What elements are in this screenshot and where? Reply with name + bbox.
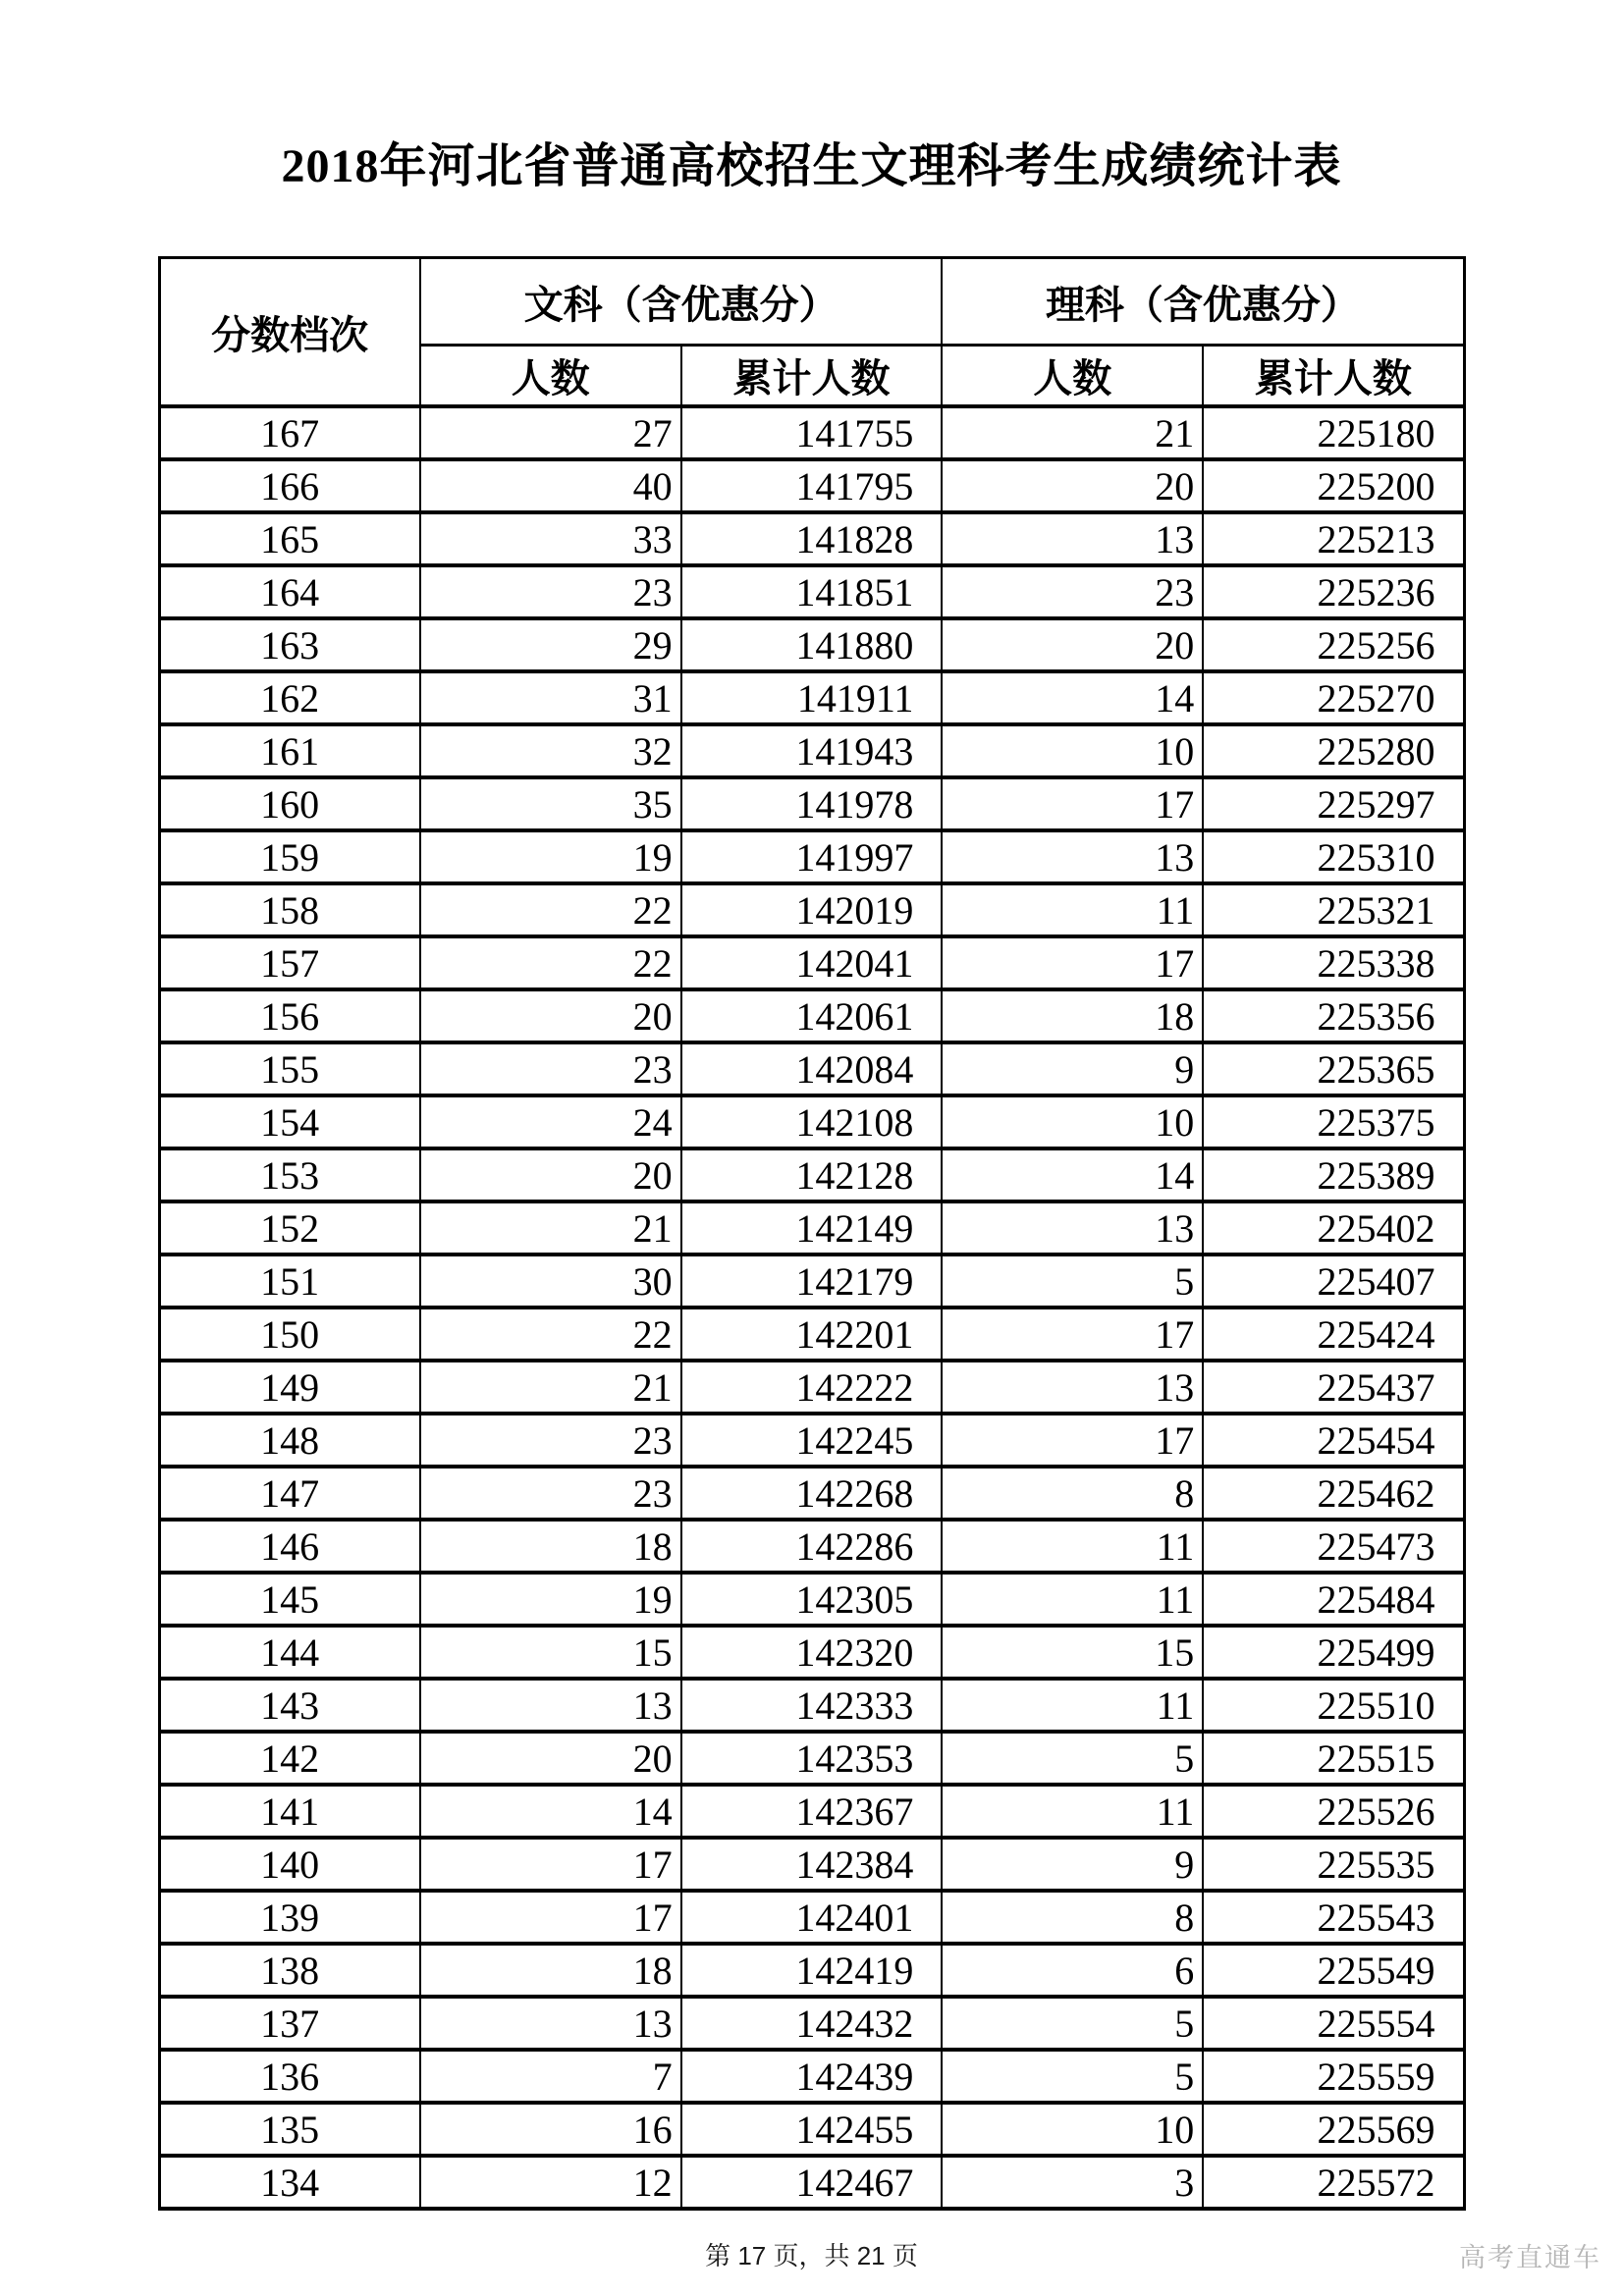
- score-level-cell: 154: [159, 1095, 420, 1148]
- arts-count-cell: 17: [420, 1891, 681, 1944]
- page-number: 第 17 页，共 21 页: [705, 2241, 918, 2270]
- science-cumulative-cell: 225499: [1203, 1626, 1464, 1679]
- arts-count-cell: 33: [420, 512, 681, 565]
- arts-cumulative-cell: 141851: [681, 565, 943, 618]
- science-count-cell: 11: [942, 1785, 1203, 1838]
- score-level-cell: 153: [159, 1148, 420, 1201]
- science-cumulative-cell: 225484: [1203, 1573, 1464, 1626]
- arts-count-cell: 23: [420, 565, 681, 618]
- science-cumulative-cell: 225454: [1203, 1414, 1464, 1467]
- table-row: [159, 512, 1464, 565]
- arts-count-cell: 16: [420, 2103, 681, 2156]
- science-cumulative-cell: 225338: [1203, 936, 1464, 989]
- header-group-row: [159, 258, 1464, 346]
- arts-count-cell: 7: [420, 2050, 681, 2103]
- arts-cumulative-cell: 142455: [681, 2103, 943, 2156]
- header-science-cumulative: 累计人数: [1203, 346, 1464, 407]
- table-row: [159, 1626, 1464, 1679]
- table-row: [159, 2103, 1464, 2156]
- science-count-cell: 3: [942, 2156, 1203, 2209]
- score-level-cell: 164: [159, 565, 420, 618]
- table-row: [159, 830, 1464, 883]
- science-cumulative-cell: 225510: [1203, 1679, 1464, 1732]
- arts-cumulative-cell: 142108: [681, 1095, 943, 1148]
- header-arts-cumulative: 累计人数: [681, 346, 943, 407]
- science-cumulative-cell: 225389: [1203, 1148, 1464, 1201]
- arts-count-cell: 18: [420, 1944, 681, 1997]
- science-count-cell: 20: [942, 618, 1203, 671]
- science-cumulative-cell: 225535: [1203, 1838, 1464, 1891]
- science-count-cell: 8: [942, 1891, 1203, 1944]
- score-level-cell: 160: [159, 777, 420, 830]
- score-table: [158, 256, 1466, 2211]
- watermark: 高考直通车: [1459, 2243, 1601, 2272]
- header-score-level: 分数档次: [159, 258, 420, 407]
- arts-cumulative-cell: 142432: [681, 1997, 943, 2050]
- score-level-cell: 157: [159, 936, 420, 989]
- arts-count-cell: 23: [420, 1414, 681, 1467]
- header-science-group: 理科（含优惠分）: [942, 258, 1464, 346]
- science-count-cell: 9: [942, 1838, 1203, 1891]
- table-row: [159, 565, 1464, 618]
- score-level-cell: 141: [159, 1785, 420, 1838]
- science-count-cell: 15: [942, 1626, 1203, 1679]
- science-cumulative-cell: 225572: [1203, 2156, 1464, 2209]
- science-count-cell: 13: [942, 830, 1203, 883]
- science-count-cell: 20: [942, 459, 1203, 512]
- arts-count-cell: 23: [420, 1467, 681, 1520]
- table-row: [159, 618, 1464, 671]
- arts-count-cell: 32: [420, 724, 681, 777]
- science-count-cell: 5: [942, 1732, 1203, 1785]
- science-cumulative-cell: 225526: [1203, 1785, 1464, 1838]
- arts-count-cell: 22: [420, 936, 681, 989]
- science-count-cell: 8: [942, 1467, 1203, 1520]
- score-level-cell: 143: [159, 1679, 420, 1732]
- score-level-cell: 158: [159, 883, 420, 936]
- science-count-cell: 5: [942, 1255, 1203, 1308]
- arts-count-cell: 13: [420, 1679, 681, 1732]
- table-row: [159, 1679, 1464, 1732]
- arts-count-cell: 12: [420, 2156, 681, 2209]
- science-cumulative-cell: 225280: [1203, 724, 1464, 777]
- science-count-cell: 5: [942, 1997, 1203, 2050]
- science-count-cell: 10: [942, 1095, 1203, 1148]
- science-cumulative-cell: 225515: [1203, 1732, 1464, 1785]
- arts-count-cell: 18: [420, 1520, 681, 1573]
- arts-cumulative-cell: 142222: [681, 1361, 943, 1414]
- arts-count-cell: 23: [420, 1042, 681, 1095]
- science-count-cell: 17: [942, 777, 1203, 830]
- table-row: [159, 936, 1464, 989]
- score-level-cell: 150: [159, 1308, 420, 1361]
- science-count-cell: 17: [942, 936, 1203, 989]
- arts-cumulative-cell: 142320: [681, 1626, 943, 1679]
- table-row: [159, 777, 1464, 830]
- arts-count-cell: 17: [420, 1838, 681, 1891]
- arts-count-cell: 35: [420, 777, 681, 830]
- score-level-cell: 151: [159, 1255, 420, 1308]
- score-level-cell: 144: [159, 1626, 420, 1679]
- arts-count-cell: 22: [420, 1308, 681, 1361]
- science-cumulative-cell: 225554: [1203, 1997, 1464, 2050]
- arts-cumulative-cell: 142439: [681, 2050, 943, 2103]
- science-count-cell: 13: [942, 512, 1203, 565]
- arts-cumulative-cell: 142201: [681, 1308, 943, 1361]
- arts-count-cell: 30: [420, 1255, 681, 1308]
- science-cumulative-cell: 225543: [1203, 1891, 1464, 1944]
- arts-cumulative-cell: 141943: [681, 724, 943, 777]
- arts-count-cell: 21: [420, 1201, 681, 1255]
- arts-cumulative-cell: 142401: [681, 1891, 943, 1944]
- science-count-cell: 11: [942, 883, 1203, 936]
- score-level-cell: 134: [159, 2156, 420, 2209]
- table-row: [159, 1467, 1464, 1520]
- science-cumulative-cell: 225424: [1203, 1308, 1464, 1361]
- arts-cumulative-cell: 141880: [681, 618, 943, 671]
- science-cumulative-cell: 225473: [1203, 1520, 1464, 1573]
- science-count-cell: 13: [942, 1201, 1203, 1255]
- science-count-cell: 10: [942, 2103, 1203, 2156]
- table-row: [159, 1573, 1464, 1626]
- science-count-cell: 18: [942, 989, 1203, 1042]
- arts-cumulative-cell: 142179: [681, 1255, 943, 1308]
- science-count-cell: 14: [942, 671, 1203, 724]
- header-arts-count: 人数: [420, 346, 681, 407]
- arts-count-cell: 14: [420, 1785, 681, 1838]
- arts-count-cell: 21: [420, 1361, 681, 1414]
- table-row: [159, 1148, 1464, 1201]
- score-level-cell: 155: [159, 1042, 420, 1095]
- score-level-cell: 163: [159, 618, 420, 671]
- score-level-cell: 138: [159, 1944, 420, 1997]
- science-cumulative-cell: 225549: [1203, 1944, 1464, 1997]
- table-row: [159, 1520, 1464, 1573]
- science-cumulative-cell: 225270: [1203, 671, 1464, 724]
- science-cumulative-cell: 225356: [1203, 989, 1464, 1042]
- science-cumulative-cell: 225365: [1203, 1042, 1464, 1095]
- arts-cumulative-cell: 142353: [681, 1732, 943, 1785]
- science-cumulative-cell: 225402: [1203, 1201, 1464, 1255]
- science-cumulative-cell: 225236: [1203, 565, 1464, 618]
- table-row: [159, 2050, 1464, 2103]
- score-level-cell: 146: [159, 1520, 420, 1573]
- score-level-cell: 139: [159, 1891, 420, 1944]
- score-level-cell: 142: [159, 1732, 420, 1785]
- score-level-cell: 148: [159, 1414, 420, 1467]
- score-table-header: [159, 258, 1464, 407]
- arts-cumulative-cell: 142384: [681, 1838, 943, 1891]
- arts-count-cell: 27: [420, 406, 681, 459]
- table-row: [159, 1201, 1464, 1255]
- arts-count-cell: 20: [420, 1732, 681, 1785]
- table-row: [159, 1042, 1464, 1095]
- arts-cumulative-cell: 141978: [681, 777, 943, 830]
- arts-cumulative-cell: 142333: [681, 1679, 943, 1732]
- arts-cumulative-cell: 141755: [681, 406, 943, 459]
- arts-cumulative-cell: 142041: [681, 936, 943, 989]
- arts-cumulative-cell: 142128: [681, 1148, 943, 1201]
- science-cumulative-cell: 225213: [1203, 512, 1464, 565]
- science-count-cell: 10: [942, 724, 1203, 777]
- score-level-cell: 152: [159, 1201, 420, 1255]
- arts-count-cell: 31: [420, 671, 681, 724]
- score-level-cell: 136: [159, 2050, 420, 2103]
- science-count-cell: 9: [942, 1042, 1203, 1095]
- table-row: [159, 1732, 1464, 1785]
- table-row: [159, 2156, 1464, 2209]
- table-row: [159, 989, 1464, 1042]
- page-title: 2018年河北省普通高校招生文理科考生成绩统计表: [281, 140, 1342, 192]
- science-cumulative-cell: 225569: [1203, 2103, 1464, 2156]
- arts-cumulative-cell: 142019: [681, 883, 943, 936]
- science-count-cell: 14: [942, 1148, 1203, 1201]
- score-level-cell: 165: [159, 512, 420, 565]
- arts-cumulative-cell: 141911: [681, 671, 943, 724]
- score-level-cell: 156: [159, 989, 420, 1042]
- table-row: [159, 1095, 1464, 1148]
- arts-count-cell: 15: [420, 1626, 681, 1679]
- science-cumulative-cell: 225375: [1203, 1095, 1464, 1148]
- arts-count-cell: 22: [420, 883, 681, 936]
- science-cumulative-cell: 225559: [1203, 2050, 1464, 2103]
- table-row: [159, 1785, 1464, 1838]
- arts-count-cell: 24: [420, 1095, 681, 1148]
- table-row: [159, 1997, 1464, 2050]
- header-science-count: 人数: [942, 346, 1203, 407]
- table-row: [159, 1255, 1464, 1308]
- table-row: [159, 724, 1464, 777]
- arts-count-cell: 13: [420, 1997, 681, 2050]
- table-row: [159, 1361, 1464, 1414]
- table-row: [159, 1944, 1464, 1997]
- score-level-cell: 135: [159, 2103, 420, 2156]
- science-count-cell: 11: [942, 1520, 1203, 1573]
- arts-cumulative-cell: 142367: [681, 1785, 943, 1838]
- table-row: [159, 1891, 1464, 1944]
- score-level-cell: 140: [159, 1838, 420, 1891]
- science-count-cell: 17: [942, 1308, 1203, 1361]
- table-row: [159, 1308, 1464, 1361]
- score-table-body: [159, 406, 1464, 2209]
- science-cumulative-cell: 225297: [1203, 777, 1464, 830]
- arts-cumulative-cell: 141997: [681, 830, 943, 883]
- score-level-cell: 145: [159, 1573, 420, 1626]
- arts-count-cell: 20: [420, 989, 681, 1042]
- table-row: [159, 1414, 1464, 1467]
- score-level-cell: 147: [159, 1467, 420, 1520]
- science-count-cell: 23: [942, 565, 1203, 618]
- science-cumulative-cell: 225407: [1203, 1255, 1464, 1308]
- arts-cumulative-cell: 142419: [681, 1944, 943, 1997]
- science-count-cell: 11: [942, 1679, 1203, 1732]
- arts-cumulative-cell: 142149: [681, 1201, 943, 1255]
- arts-cumulative-cell: 142467: [681, 2156, 943, 2209]
- science-count-cell: 13: [942, 1361, 1203, 1414]
- table-row: [159, 671, 1464, 724]
- score-level-cell: 167: [159, 406, 420, 459]
- table-row: [159, 459, 1464, 512]
- arts-count-cell: 19: [420, 1573, 681, 1626]
- science-cumulative-cell: 225321: [1203, 883, 1464, 936]
- table-row: [159, 1838, 1464, 1891]
- arts-cumulative-cell: 142305: [681, 1573, 943, 1626]
- science-cumulative-cell: 225462: [1203, 1467, 1464, 1520]
- table-row: [159, 883, 1464, 936]
- arts-count-cell: 20: [420, 1148, 681, 1201]
- arts-cumulative-cell: 141795: [681, 459, 943, 512]
- header-arts-group: 文科（含优惠分）: [420, 258, 943, 346]
- score-level-cell: 166: [159, 459, 420, 512]
- score-level-cell: 159: [159, 830, 420, 883]
- arts-cumulative-cell: 142286: [681, 1520, 943, 1573]
- science-cumulative-cell: 225310: [1203, 830, 1464, 883]
- table-row: [159, 406, 1464, 459]
- arts-cumulative-cell: 141828: [681, 512, 943, 565]
- science-count-cell: 5: [942, 2050, 1203, 2103]
- science-cumulative-cell: 225200: [1203, 459, 1464, 512]
- science-cumulative-cell: 225437: [1203, 1361, 1464, 1414]
- science-cumulative-cell: 225180: [1203, 406, 1464, 459]
- arts-cumulative-cell: 142061: [681, 989, 943, 1042]
- science-count-cell: 11: [942, 1573, 1203, 1626]
- science-count-cell: 6: [942, 1944, 1203, 1997]
- science-cumulative-cell: 225256: [1203, 618, 1464, 671]
- arts-count-cell: 40: [420, 459, 681, 512]
- arts-cumulative-cell: 142268: [681, 1467, 943, 1520]
- science-count-cell: 21: [942, 406, 1203, 459]
- arts-count-cell: 29: [420, 618, 681, 671]
- science-count-cell: 17: [942, 1414, 1203, 1467]
- score-level-cell: 161: [159, 724, 420, 777]
- score-level-cell: 162: [159, 671, 420, 724]
- arts-count-cell: 19: [420, 830, 681, 883]
- score-level-cell: 149: [159, 1361, 420, 1414]
- arts-cumulative-cell: 142084: [681, 1042, 943, 1095]
- arts-cumulative-cell: 142245: [681, 1414, 943, 1467]
- score-level-cell: 137: [159, 1997, 420, 2050]
